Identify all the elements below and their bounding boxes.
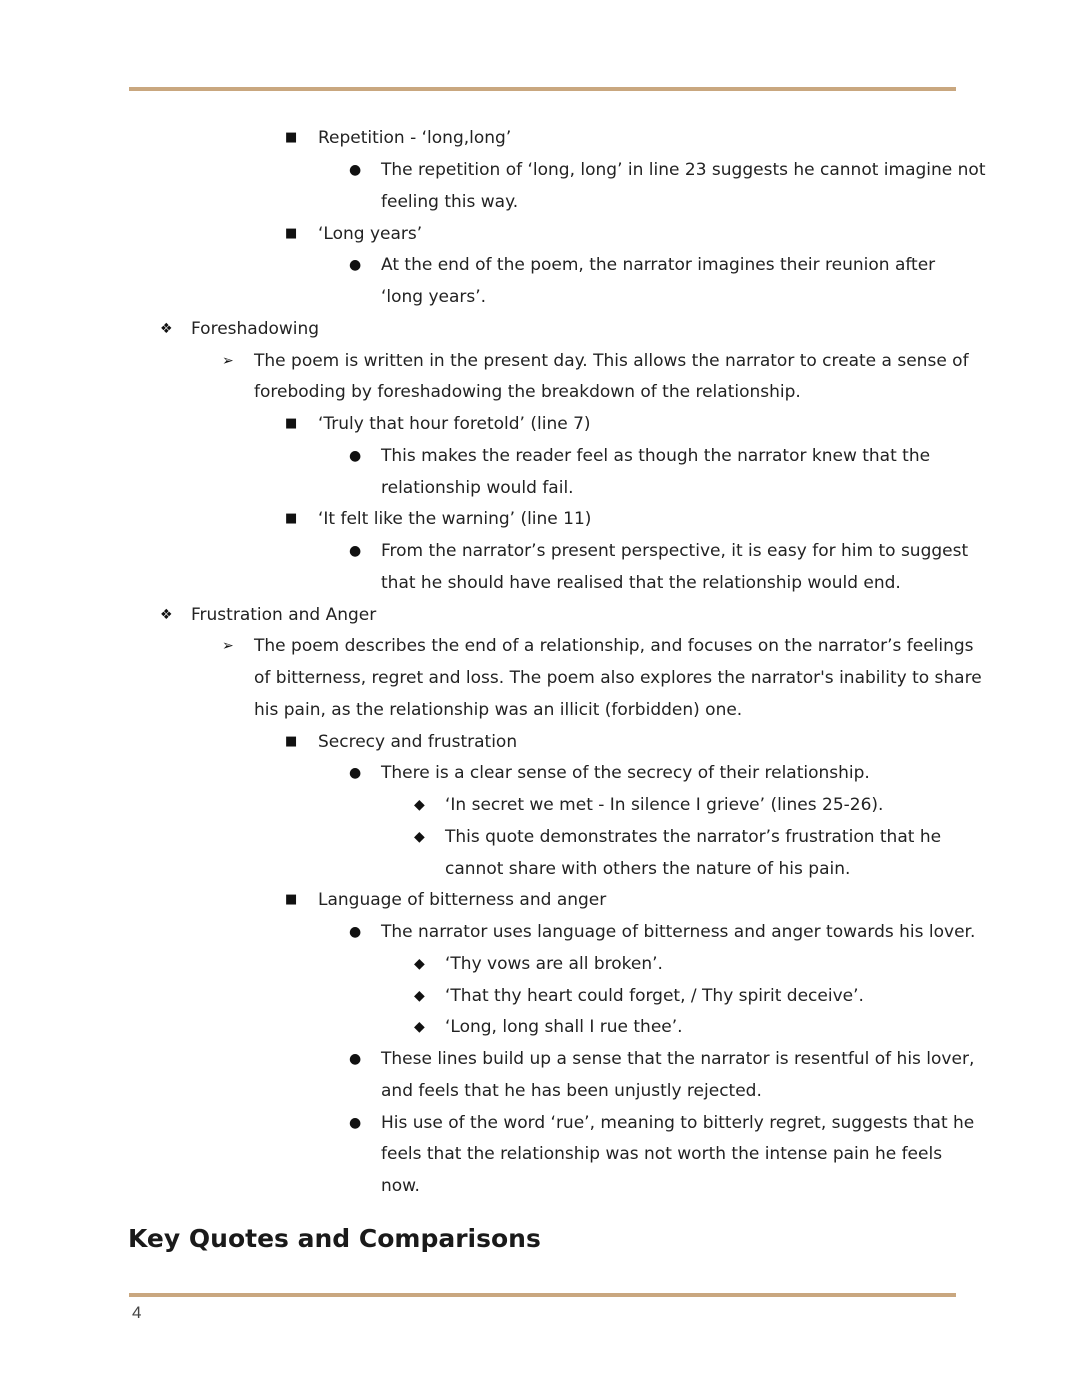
detail-text: The repetition of ‘long, long’ in line 23 suggests he cannot imagine not <box>381 160 986 180</box>
sub-point-label: Repetition - ‘long,long’ <box>318 128 512 148</box>
quote-text: ‘Thy vows are all broken’. <box>445 954 663 974</box>
detail-text: The narrator uses language of bitterness and anger towards his lover. <box>381 922 976 942</box>
sub-point-label: ‘Truly that hour foretold’ (line 7) <box>318 414 591 434</box>
square-bullet-icon: ■ <box>285 511 298 526</box>
diamond-bullet-icon: ◆ <box>414 1019 425 1035</box>
quote-text: ‘Long, long shall I rue thee’. <box>445 1017 683 1037</box>
diamond-bullet-icon: ◆ <box>414 988 425 1004</box>
round-bullet-icon: ● <box>349 448 362 464</box>
detail-text: and feels that he has been unjustly rejected. <box>381 1081 762 1101</box>
detail-text: that he should have realised that the relationship would end. <box>381 573 901 593</box>
sub-point-label: Language of bitterness and anger <box>318 890 607 910</box>
square-bullet-icon: ■ <box>285 130 298 145</box>
diamond-bullet-icon: ◆ <box>414 797 425 813</box>
round-bullet-icon: ● <box>349 765 362 781</box>
intro-text: his pain, as the relationship was an illicit (forbidden) one. <box>254 700 743 720</box>
detail-text: ‘long years’. <box>381 287 487 307</box>
round-bullet-icon: ● <box>349 543 362 559</box>
intro-text: of bitterness, regret and loss. The poem also explores the narrator's inability to share <box>254 668 982 688</box>
detail-text: feeling this way. <box>381 192 519 212</box>
section-diamond-icon: ❖ <box>160 321 173 337</box>
square-bullet-icon: ■ <box>285 892 298 907</box>
intro-text: The poem describes the end of a relationship, and focuses on the narrator’s feelings <box>254 636 974 656</box>
section-diamond-icon: ❖ <box>160 607 173 623</box>
detail-text: now. <box>381 1176 420 1196</box>
square-bullet-icon: ■ <box>285 416 298 431</box>
section-heading: Key Quotes and Comparisons <box>128 1224 541 1253</box>
diamond-bullet-icon: ◆ <box>414 829 425 845</box>
round-bullet-icon: ● <box>349 924 362 940</box>
detail-text: These lines build up a sense that the narrator is resentful of his lover, <box>381 1049 975 1069</box>
quote-text: This quote demonstrates the narrator’s frustration that he <box>445 827 942 847</box>
detail-text: From the narrator’s present perspective, it is easy for him to suggest <box>381 541 969 561</box>
sub-point-label: ‘Long years’ <box>318 224 423 244</box>
round-bullet-icon: ● <box>349 1115 362 1131</box>
detail-text: This makes the reader feel as though the narrator knew that the <box>381 446 931 466</box>
arrow-bullet-icon: ➢ <box>222 353 234 369</box>
detail-text: There is a clear sense of the secrecy of their relationship. <box>381 763 870 783</box>
round-bullet-icon: ● <box>349 257 362 273</box>
quote-text: cannot share with others the nature of his pain. <box>445 859 851 879</box>
quote-text: ‘That thy heart could forget, / Thy spirit deceive’. <box>445 986 864 1006</box>
top-divider <box>129 87 956 91</box>
detail-text: relationship would fail. <box>381 478 574 498</box>
section-title: Foreshadowing <box>191 319 320 339</box>
sub-point-label: Secrecy and frustration <box>318 732 518 752</box>
intro-text: foreboding by foreshadowing the breakdown of the relationship. <box>254 382 801 402</box>
square-bullet-icon: ■ <box>285 734 298 749</box>
diamond-bullet-icon: ◆ <box>414 956 425 972</box>
quote-text: ‘In secret we met - In silence I grieve’ (lines 25-26). <box>445 795 884 815</box>
round-bullet-icon: ● <box>349 162 362 178</box>
bottom-divider <box>129 1293 956 1297</box>
arrow-bullet-icon: ➢ <box>222 638 234 654</box>
round-bullet-icon: ● <box>349 1051 362 1067</box>
sub-point-label: ‘It felt like the warning’ (line 11) <box>318 509 592 529</box>
detail-text: feels that the relationship was not worth the intense pain he feels <box>381 1144 943 1164</box>
detail-text: His use of the word ‘rue’, meaning to bitterly regret, suggests that he <box>381 1113 975 1133</box>
square-bullet-icon: ■ <box>285 226 298 241</box>
page-number: 4 <box>132 1303 142 1322</box>
intro-text: The poem is written in the present day. This allows the narrator to create a sense of <box>254 351 969 371</box>
detail-text: At the end of the poem, the narrator imagines their reunion after <box>381 255 936 275</box>
section-title: Frustration and Anger <box>191 605 377 625</box>
